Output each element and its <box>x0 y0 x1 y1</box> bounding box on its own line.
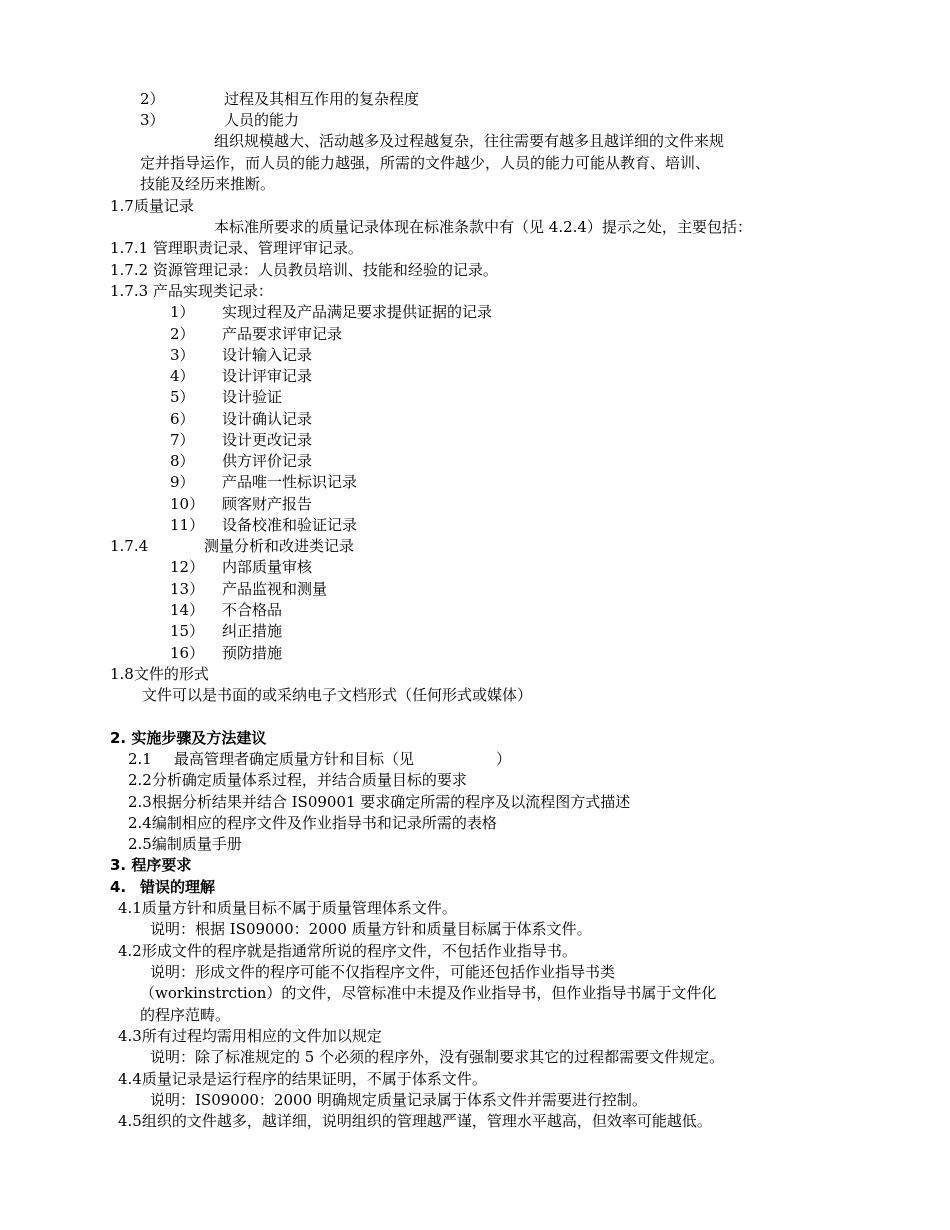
subsection-line: 4.5组织的文件越多，越详细，说明组织的管理越严谨，管理水平越高，但效率可能越低。 <box>118 1112 712 1130</box>
section-number: 4. <box>110 878 127 896</box>
list-number: 15） <box>170 622 205 640</box>
list-number: 5） <box>170 388 195 406</box>
note-line: （workinstrction）的文件，尽管标准中未提及作业指导书，但作业指导书属于文件化 <box>140 984 717 1002</box>
list-item <box>170 345 312 366</box>
list-number: 2） <box>170 325 195 343</box>
list-item <box>170 451 312 472</box>
list-text: 不合格品 <box>222 601 283 619</box>
list-item <box>170 387 282 408</box>
list-number: 10） <box>170 495 205 513</box>
paragraph-line: 技能及经历来推断。 <box>140 175 276 193</box>
list-text: 实现过程及产品满足要求提供证据的记录 <box>222 303 493 321</box>
list-text: 设备校准和验证记录 <box>222 516 358 534</box>
list-item <box>170 557 312 578</box>
paragraph-line: 定并指导运作，而人员的能力越强，所需的文件越少，人员的能力可能从教育、培训、 <box>140 154 711 172</box>
list-number: 7） <box>170 431 195 449</box>
paragraph-line: 组织规模越大、活动越多及过程越复杂，往往需要有越多且越详细的文件来规 <box>214 132 725 150</box>
subsection-number: 1.7.4 <box>110 537 149 555</box>
subsection-line: 4.1质量方针和质量目标不属于质量管理体系文件。 <box>118 899 457 917</box>
list-number: 9） <box>170 473 195 491</box>
list-item <box>140 110 299 131</box>
section-heading: 1.7质量记录 <box>110 197 194 215</box>
list-item <box>170 324 342 345</box>
note-line: 说明：根据 IS09000：2000 质量方针和质量目标属于体系文件。 <box>150 920 592 938</box>
list-item <box>170 409 312 430</box>
list-number: 12） <box>170 558 205 576</box>
list-number: 13） <box>170 580 205 598</box>
list-text: 供方评价记录 <box>222 452 313 470</box>
list-text: 产品唯一性标识记录 <box>222 473 358 491</box>
list-text: 设计评审记录 <box>222 367 313 385</box>
list-text: 设计验证 <box>222 388 283 406</box>
note-line: 说明：形成文件的程序可能不仅指程序文件，可能还包括作业指导书类 <box>150 963 616 981</box>
list-text: 设计更改记录 <box>222 431 313 449</box>
section-heading: 2. 实施步骤及方法建议 <box>110 729 267 747</box>
section-title: 错误的理解 <box>140 878 216 896</box>
subsection-number: 2.1 <box>128 750 152 768</box>
list-number: 2） <box>140 90 165 108</box>
section-heading: 1.8文件的形式 <box>110 665 209 683</box>
subsection-line <box>110 536 354 557</box>
list-text: 预防措施 <box>222 644 283 662</box>
list-number: 8） <box>170 452 195 470</box>
list-item <box>170 643 282 664</box>
subsection-line: 1.7.2 资源管理记录：人员教员培训、技能和经验的记录。 <box>110 261 498 279</box>
list-item <box>170 621 282 642</box>
list-number: 1） <box>170 303 195 321</box>
list-text: 人员的能力 <box>224 111 300 129</box>
subsection-text: 最高管理者确定质量方针和目标（见 <box>174 750 415 768</box>
list-item <box>170 302 492 323</box>
note-line: 的程序范畴。 <box>140 1006 231 1024</box>
subsection-line: 4.2形成文件的程序就是指通常所说的程序文件，不包括作业指导书。 <box>118 942 577 960</box>
list-item <box>170 430 312 451</box>
list-number: 16） <box>170 644 205 662</box>
note-line: 说明：IS09000：2000 明确规定质量记录属于体系文件并需要进行控制。 <box>150 1091 647 1109</box>
list-item <box>140 89 419 110</box>
list-text: 顾客财产报告 <box>222 495 313 513</box>
list-number: 11） <box>170 516 205 534</box>
paragraph-line: 文件可以是书面的或采纳电子文档形式（任何形式或媒体） <box>142 686 533 704</box>
list-item <box>170 494 312 515</box>
subsection-line: 2.3根据分析结果并结合 IS09001 要求确定所需的程序及以流程图方式描述 <box>128 793 631 811</box>
subsection-line: 4.4质量记录是运行程序的结果证明，不属于体系文件。 <box>118 1070 487 1088</box>
list-item <box>170 366 312 387</box>
subsection-line: 1.7.1 管理职责记录、管理评审记录。 <box>110 239 363 257</box>
subsection-line: 2.2分析确定质量体系过程，并结合质量目标的要求 <box>128 771 467 789</box>
section-heading <box>110 877 215 898</box>
subsection-line: 2.5编制质量手册 <box>128 835 242 853</box>
subsection-line <box>128 749 511 770</box>
list-number: 4） <box>170 367 195 385</box>
section-heading: 3. 程序要求 <box>110 856 192 874</box>
list-item <box>170 600 282 621</box>
paragraph-line: 本标准所要求的质量记录体现在标准条款中有（见 4.2.4）提示之处，主要包括： <box>214 218 752 236</box>
list-item <box>170 515 357 536</box>
list-item <box>170 579 327 600</box>
list-text: 过程及其相互作用的复杂程度 <box>224 90 420 108</box>
list-number: 3） <box>170 346 195 364</box>
note-line: 说明：除了标准规定的 5 个必须的程序外，没有强制要求其它的过程都需要文件规定。 <box>150 1048 725 1066</box>
list-text: 产品要求评审记录 <box>222 325 343 343</box>
list-number: 3） <box>140 111 165 129</box>
list-text: 设计确认记录 <box>222 410 313 428</box>
list-number: 14） <box>170 601 205 619</box>
list-text: 设计输入记录 <box>222 346 313 364</box>
subsection-text: 测量分析和改进类记录 <box>204 537 355 555</box>
list-text: 内部质量审核 <box>222 558 313 576</box>
closing-paren: ） <box>496 750 512 768</box>
subsection-line: 4.3所有过程均需用相应的文件加以规定 <box>118 1027 382 1045</box>
subsection-line: 1.7.3 产品实现类记录： <box>110 282 273 300</box>
list-number: 6） <box>170 410 195 428</box>
subsection-line: 2.4编制相应的程序文件及作业指导书和记录所需的表格 <box>128 814 497 832</box>
list-item <box>170 472 357 493</box>
list-text: 纠正措施 <box>222 622 283 640</box>
list-text: 产品监视和测量 <box>222 580 328 598</box>
